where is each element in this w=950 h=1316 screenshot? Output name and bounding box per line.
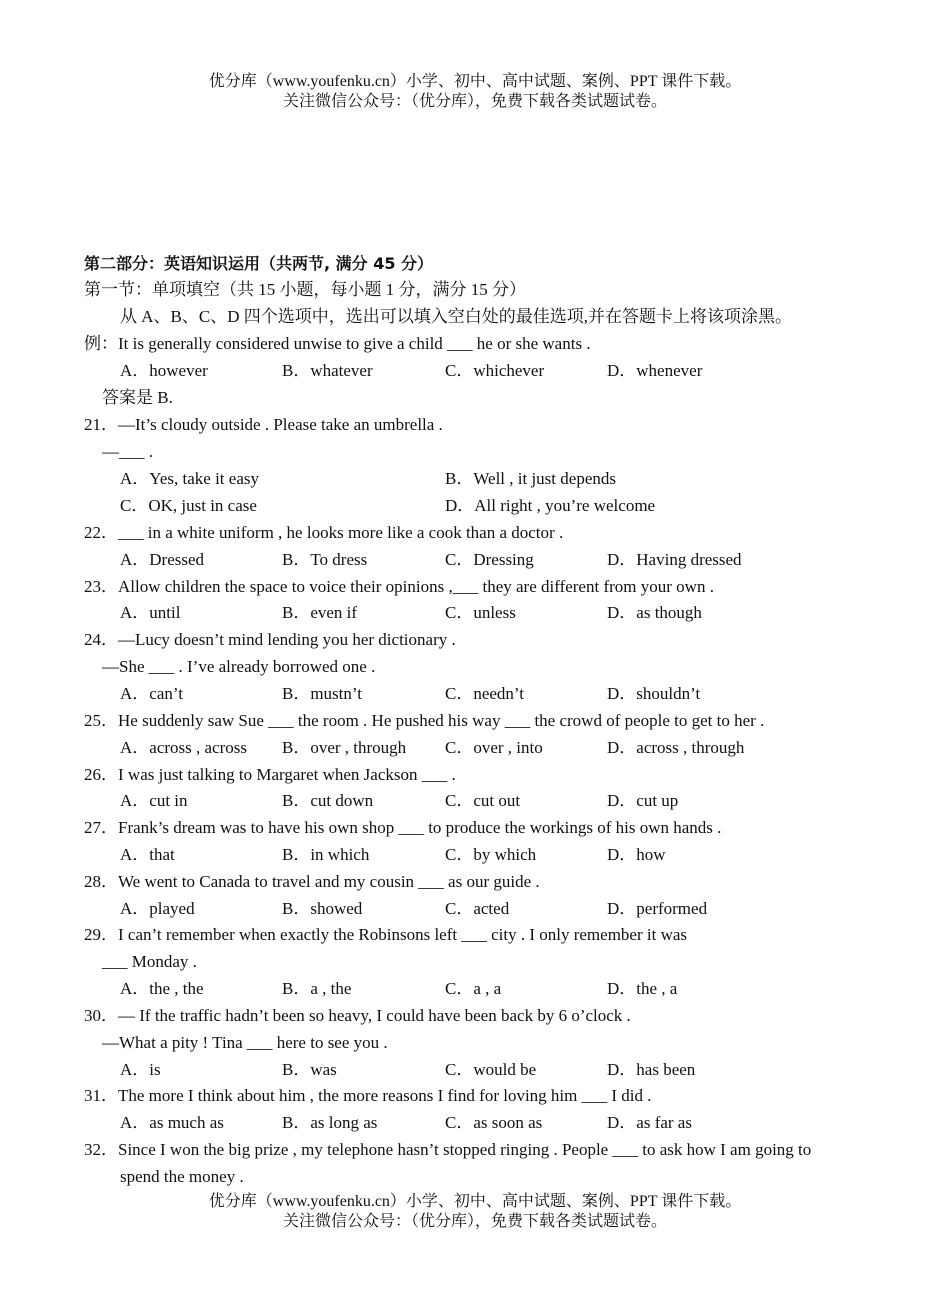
question-25-stem: 25．He suddenly saw Sue ___ the room . He pushed his way ___ the crowd of people to get to her . bbox=[84, 711, 765, 730]
question-26-stem: 26．I was just talking to Margaret when Jackson ___ . bbox=[84, 765, 456, 784]
instruction: 从 A、B、C、D 四个选项中，选出可以填入空白处的最佳选项,并在答题卡上将该项涂黑。 bbox=[120, 307, 792, 326]
question-22-option-c: C．Dressing bbox=[445, 550, 534, 569]
question-21-option-b: B．Well , it just depends bbox=[445, 469, 616, 488]
question-22-option-a: A．Dressed bbox=[120, 550, 205, 569]
header-line-1: 优分库（www.youfenku.cn）小学、初中、高中试题、案例、PPT 课件下载。 bbox=[208, 73, 742, 90]
question-27-option-c: C．by which bbox=[445, 845, 537, 864]
question-27-option-a: A．that bbox=[120, 845, 175, 864]
question-30-option-d: D．has been bbox=[607, 1060, 696, 1079]
question-24-option-a: A．can’t bbox=[120, 684, 183, 703]
question-31-option-c: C．as soon as bbox=[445, 1113, 543, 1132]
question-28-option-c: C．acted bbox=[445, 899, 510, 918]
example-option-b: B．whatever bbox=[282, 361, 373, 380]
question-27-option-b: B．in which bbox=[282, 845, 370, 864]
question-26-option-a: A．cut in bbox=[120, 791, 188, 810]
example-stem: 例：It is generally considered unwise to give a child ___ he or she wants . bbox=[84, 334, 591, 353]
section-subtitle: 第一节：单项填空（共 15 小题，每小题 1 分，满分 15 分） bbox=[84, 280, 526, 299]
question-23-option-c: C．unless bbox=[445, 603, 516, 622]
question-23-option-a: A．until bbox=[120, 603, 181, 622]
question-21-stem-2: —___ . bbox=[102, 442, 153, 461]
question-21-option-a: A．Yes, take it easy bbox=[120, 469, 259, 488]
question-29-stem-2: ___ Monday . bbox=[102, 952, 197, 971]
question-21-option-d: D．All right , you’re welcome bbox=[445, 496, 656, 515]
header-line-2: 关注微信公众号：（优分库），免费下载各类试题试卷。 bbox=[282, 93, 667, 110]
question-30-option-b: B．was bbox=[282, 1060, 337, 1079]
footer-line-2: 关注微信公众号：（优分库），免费下载各类试题试卷。 bbox=[282, 1213, 667, 1230]
question-24-stem: 24．—Lucy doesn’t mind lending you her dictionary . bbox=[84, 630, 456, 649]
question-31-option-d: D．as far as bbox=[607, 1113, 692, 1132]
question-23-option-d: D．as though bbox=[607, 603, 702, 622]
question-23-stem: 23．Allow children the space to voice their opinions ,___ they are different from your own . bbox=[84, 577, 714, 596]
question-29-option-c: C．a , a bbox=[445, 979, 502, 998]
question-25-option-a: A．across , across bbox=[120, 738, 247, 757]
question-24-option-b: B．mustn’t bbox=[282, 684, 362, 703]
section-title: 第二部分：英语知识运用（共两节, 满分 45 分） bbox=[84, 254, 434, 273]
question-21-option-c: C．OK, just in case bbox=[120, 496, 257, 515]
question-27-option-d: D．how bbox=[607, 845, 666, 864]
question-21-stem: 21．—It’s cloudy outside . Please take an umbrella . bbox=[84, 415, 443, 434]
question-32-stem-2: spend the money . bbox=[120, 1167, 244, 1186]
question-22-stem: 22．___ in a white uniform , he looks more like a cook than a doctor . bbox=[84, 523, 564, 542]
question-23-option-b: B．even if bbox=[282, 603, 358, 622]
question-25-option-b: B．over , through bbox=[282, 738, 407, 757]
question-24-stem-2: —She ___ . I’ve already borrowed one . bbox=[102, 657, 376, 676]
question-27-stem: 27．Frank’s dream was to have his own shop ___ to produce the workings of his own hands . bbox=[84, 818, 722, 837]
question-25-option-c: C．over , into bbox=[445, 738, 543, 757]
question-24-option-c: C．needn’t bbox=[445, 684, 525, 703]
question-24-option-d: D．shouldn’t bbox=[607, 684, 701, 703]
question-28-option-b: B．showed bbox=[282, 899, 363, 918]
example-option-c: C．whichever bbox=[445, 361, 545, 380]
example-option-a: A．however bbox=[120, 361, 208, 380]
question-30-stem: 30．— If the traffic hadn’t been so heavy, I could have been back by 6 o’clock . bbox=[84, 1006, 631, 1025]
example-answer: 答案是 B. bbox=[102, 388, 173, 407]
question-29-stem: 29．I can’t remember when exactly the Robinsons left ___ city . I only remember it was bbox=[84, 925, 688, 944]
question-26-option-c: C．cut out bbox=[445, 791, 521, 810]
question-30-stem-2: —What a pity ! Tina ___ here to see you . bbox=[102, 1033, 388, 1052]
question-22-option-d: D．Having dressed bbox=[607, 550, 742, 569]
footer-line-1: 优分库（www.youfenku.cn）小学、初中、高中试题、案例、PPT 课件下载。 bbox=[208, 1193, 742, 1210]
question-22-option-b: B．To dress bbox=[282, 550, 368, 569]
question-25-option-d: D．across , through bbox=[607, 738, 745, 757]
question-28-option-a: A．played bbox=[120, 899, 195, 918]
question-29-option-b: B．a , the bbox=[282, 979, 352, 998]
question-30-option-a: A．is bbox=[120, 1060, 161, 1079]
question-26-option-b: B．cut down bbox=[282, 791, 374, 810]
question-30-option-c: C．would be bbox=[445, 1060, 537, 1079]
question-31-option-a: A．as much as bbox=[120, 1113, 224, 1132]
question-26-option-d: D．cut up bbox=[607, 791, 679, 810]
question-31-stem: 31．The more I think about him , the more reasons I find for loving him ___ I did . bbox=[84, 1086, 652, 1105]
question-31-option-b: B．as long as bbox=[282, 1113, 378, 1132]
question-28-option-d: D．performed bbox=[607, 899, 708, 918]
question-29-option-d: D．the , a bbox=[607, 979, 678, 998]
question-29-option-a: A．the , the bbox=[120, 979, 204, 998]
question-28-stem: 28．We went to Canada to travel and my cousin ___ as our guide . bbox=[84, 872, 540, 891]
example-option-d: D．whenever bbox=[607, 361, 703, 380]
question-32-stem: 32．Since I won the big prize , my telephone hasn’t stopped ringing . People ___ to ask how I am going to bbox=[84, 1140, 812, 1159]
